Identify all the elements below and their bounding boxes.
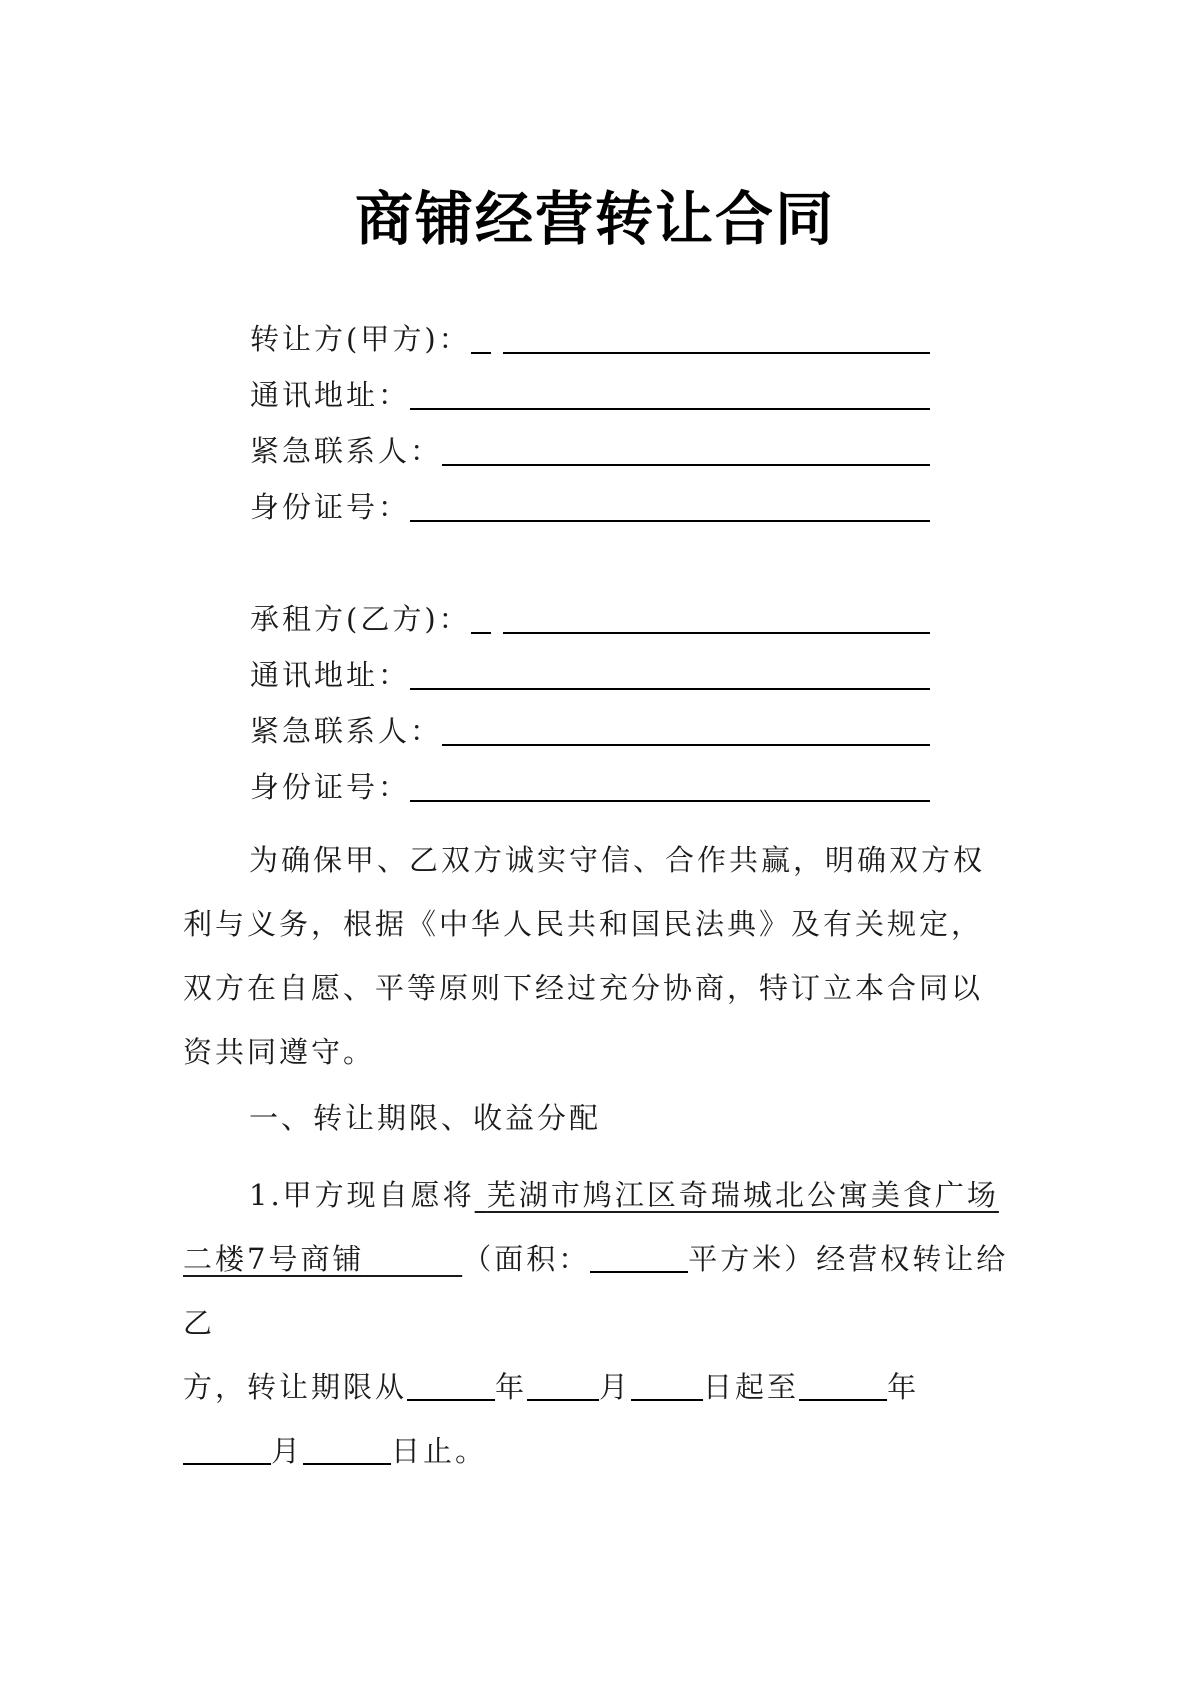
party-a-contact-row xyxy=(250,430,930,470)
end-month-field[interactable] xyxy=(183,1435,271,1465)
preamble-line-1: 为确保甲、乙双方诚实守信、合作共赢，明确双方权 xyxy=(249,843,986,877)
party-b-name-tick xyxy=(471,602,491,634)
start-month-field[interactable] xyxy=(527,1371,599,1401)
party-b-name-label: 承租方(乙方)： xyxy=(250,602,471,636)
party-b-id-label: 身份证号： xyxy=(250,770,411,804)
party-a-address-row xyxy=(250,374,930,414)
party-b-name-row xyxy=(250,598,930,638)
section-1-heading: 一、转让期限、收益分配 xyxy=(249,1101,602,1135)
preamble-line-3: 双方在自愿、平等原则下经过充分协商，特订立本合同以 xyxy=(183,971,984,1005)
clause-1-prefix: 1.甲方现自愿将 xyxy=(249,1178,475,1212)
party-a-id-field[interactable] xyxy=(410,490,930,522)
preamble-line-4: 资共同遵守。 xyxy=(183,1035,376,1069)
start-month-label: 月 xyxy=(599,1370,632,1404)
end-day-label: 日止。 xyxy=(391,1434,488,1468)
end-year-field[interactable] xyxy=(799,1371,887,1401)
contract-title: 商铺经营转让合同 xyxy=(354,185,835,253)
party-b-contact-field[interactable] xyxy=(442,714,930,746)
area-prefix: （面积： xyxy=(462,1242,591,1276)
start-day-field[interactable] xyxy=(631,1371,703,1401)
shop-location-line-2: 二楼7号商铺 xyxy=(183,1242,365,1276)
party-b-id-field[interactable] xyxy=(410,770,930,802)
preamble xyxy=(183,828,1013,1084)
clause-1-line-4 xyxy=(183,1419,1013,1483)
start-day-label: 日起至 xyxy=(703,1370,800,1404)
start-year-label: 年 xyxy=(495,1370,528,1404)
clause-1 xyxy=(183,1163,1013,1483)
party-b-name-field[interactable] xyxy=(503,602,930,634)
party-a-address-label: 通讯地址： xyxy=(250,378,411,412)
party-b-address-label: 通讯地址： xyxy=(250,658,411,692)
party-a-name-tick xyxy=(471,322,491,354)
clause-1-line-1 xyxy=(183,1163,1013,1227)
shop-location-line-1: 芜湖市鸠江区奇瑞城北公寓美食广场 xyxy=(486,1178,999,1212)
party-a-address-field[interactable] xyxy=(410,378,930,410)
period-prefix: 方，转让期限从 xyxy=(183,1370,408,1404)
party-a-contact-label: 紧急联系人： xyxy=(250,434,443,468)
party-a-name-row xyxy=(250,318,930,358)
clause-1-line-2 xyxy=(183,1227,1013,1355)
start-year-field[interactable] xyxy=(407,1371,495,1401)
party-b-contact-row xyxy=(250,710,930,750)
party-b-id-row xyxy=(250,766,930,806)
preamble-line-2: 利与义务，根据《中华人民共和国民法典》及有关规定， xyxy=(183,907,984,941)
end-day-field[interactable] xyxy=(303,1435,391,1465)
party-a-contact-field[interactable] xyxy=(442,434,930,466)
party-a-id-row xyxy=(250,486,930,526)
party-a-name-field[interactable] xyxy=(503,322,930,354)
area-field[interactable] xyxy=(590,1243,688,1273)
party-a-id-label: 身份证号： xyxy=(250,490,411,524)
end-month-label: 月 xyxy=(271,1434,304,1468)
party-b-contact-label: 紧急联系人： xyxy=(250,714,443,748)
party-b-address-field[interactable] xyxy=(410,658,930,690)
party-a-name-label: 转让方(甲方)： xyxy=(250,322,471,356)
party-b-address-row xyxy=(250,654,930,694)
clause-1-line-3 xyxy=(183,1355,1013,1419)
area-suffix: 平方米）经营权转让给乙 xyxy=(183,1242,1009,1340)
end-year-label: 年 xyxy=(887,1370,920,1404)
